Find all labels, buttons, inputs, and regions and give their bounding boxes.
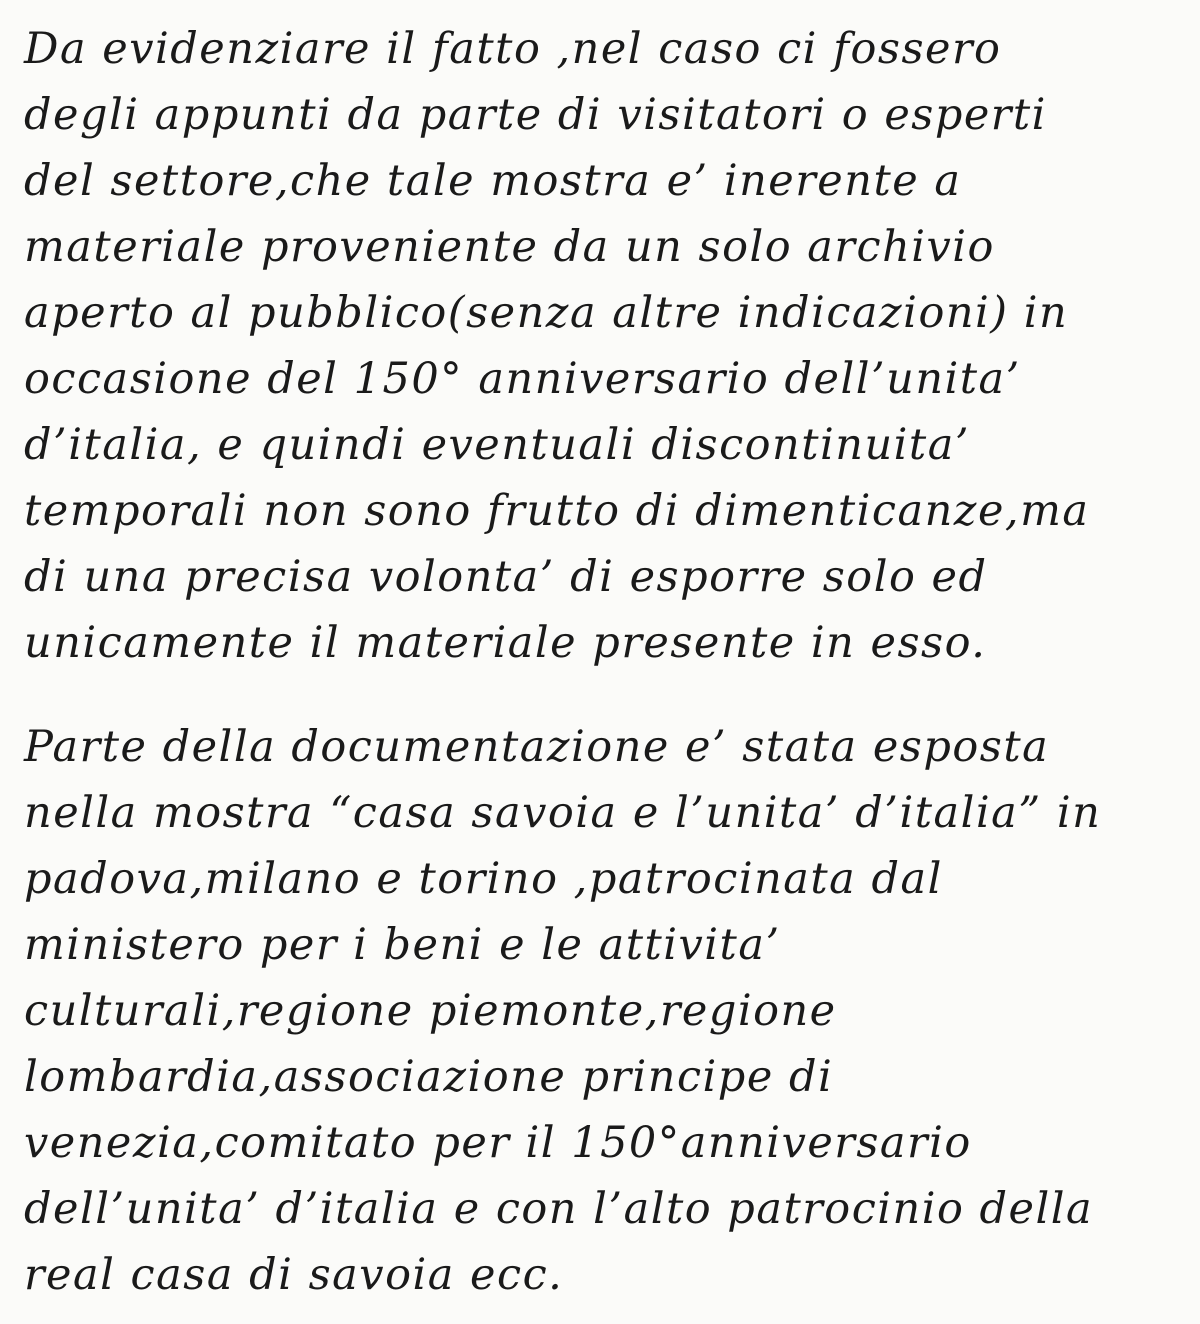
paragraph-1 [24,16,1184,676]
paragraph-line: aperto al pubblico(senza altre indicazioni) in [24,288,1069,338]
paragraph-line: culturali,regione piemonte,regione [24,986,837,1036]
paragraph-line: unicamente il materiale presente in esso. [24,618,987,668]
paragraph-line: Da evidenziare il fatto ,nel caso ci fossero [24,24,1002,74]
document-page [24,16,1184,1308]
paragraph-line: materiale proveniente da un solo archivio [24,222,995,272]
paragraph-line: degli appunti da parte di visitatori o esperti [24,90,1047,140]
paragraph-2 [24,714,1184,1308]
paragraph-line: nella mostra “casa savoia e l’unita’ d’italia” in [24,788,1102,838]
paragraph-line: temporali non sono frutto di dimenticanze,ma [24,486,1090,536]
paragraph-spacing [24,676,1184,714]
paragraph-line: venezia,comitato per il 150°anniversario [24,1118,972,1168]
paragraph-line: real casa di savoia ecc. [24,1250,564,1300]
paragraph-line: del settore,che tale mostra e’ inerente a [24,156,962,206]
paragraph-line: lombardia,associazione principe di [24,1052,834,1102]
paragraph-line: d’italia, e quindi eventuali discontinuita’ [24,420,970,470]
paragraph-line: occasione del 150° anniversario dell’unita’ [24,354,1021,404]
paragraph-line: ministero per i beni e le attivita’ [24,920,781,970]
paragraph-line: padova,milano e torino ,patrocinata dal [24,854,943,904]
paragraph-line: Parte della documentazione e’ stata esposta [24,722,1050,772]
paragraph-line: dell’unita’ d’italia e con l’alto patrocinio della [24,1184,1094,1234]
paragraph-line: di una precisa volonta’ di esporre solo ed [24,552,988,602]
